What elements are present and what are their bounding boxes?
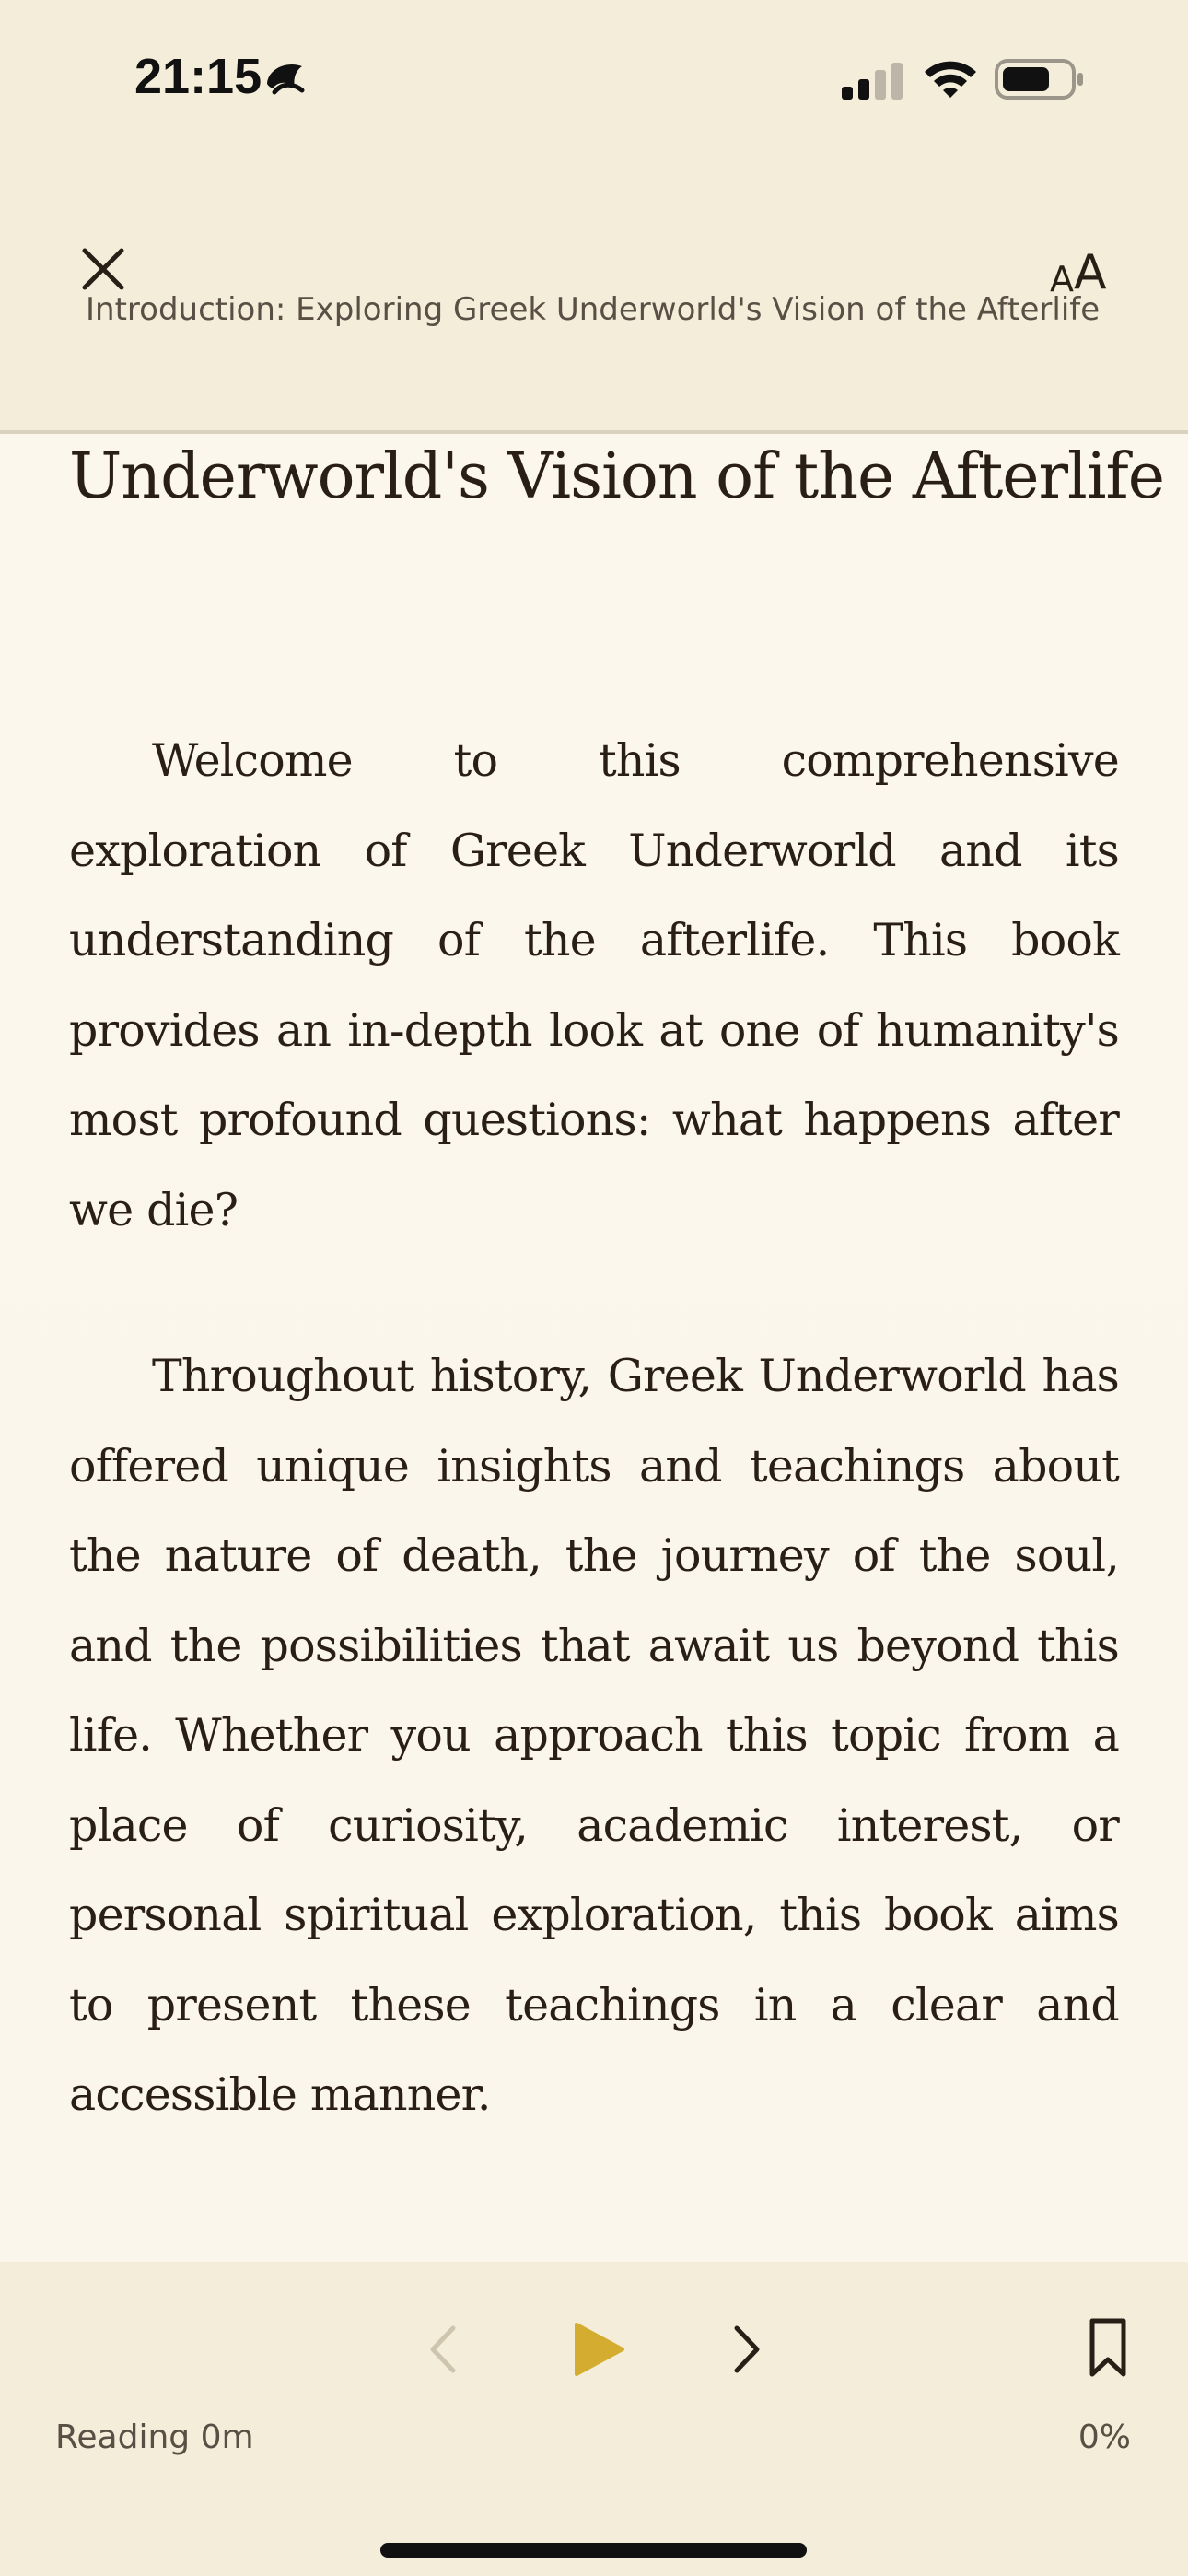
home-indicator[interactable] [380, 2543, 807, 2558]
status-time: 21:15 [134, 49, 262, 104]
chevron-right-icon [737, 2328, 757, 2371]
moon-leaf-icon [260, 59, 309, 100]
reading-content[interactable] [0, 434, 1188, 2262]
progress-percent: 0% [1077, 2418, 1131, 2456]
chevron-left-icon [433, 2328, 453, 2371]
font-size-large-label: A [1074, 245, 1107, 300]
cellular-signal-icon [840, 61, 904, 101]
close-icon [85, 251, 122, 287]
play-button[interactable] [569, 2317, 628, 2382]
page-heading: Underworld's Vision of the Afterlife [69, 440, 1164, 513]
previous-page-button[interactable] [422, 2317, 462, 2382]
font-size-small-label: A [1050, 259, 1074, 299]
bookmark-icon [1092, 2321, 1124, 2374]
play-icon [577, 2324, 623, 2374]
chapter-title: Introduction: Exploring Greek Underworld's Vision of the Afterlife [86, 291, 1101, 328]
wifi-icon [921, 55, 980, 101]
paragraph: Throughout history, Greek Underworld has offered unique insights and teachings about the nature of death, the journey of the soul, and the possibilities that await us beyond this life. Whether you approach this topic from a place of curiosity, academic interest, or personal spiritual exploration, this book aims to present these teachings in a clear and accessible manner. [69, 1350, 1119, 2121]
reading-time: Reading 0m [55, 2418, 254, 2456]
top-bar [0, 0, 1188, 434]
battery-icon [995, 57, 1085, 101]
bookmark-button[interactable] [1085, 2315, 1131, 2382]
paragraph: Welcome to this comprehensive exploration of Greek Underworld and its understanding of the afterlife. This book provides an in-depth look at one of humanity's most profound questions: what happens after we die? [69, 734, 1119, 1236]
next-page-button[interactable] [728, 2317, 768, 2382]
bottom-bar [0, 2262, 1188, 2576]
close-button[interactable] [76, 241, 131, 297]
font-size-button[interactable] [1050, 238, 1124, 300]
